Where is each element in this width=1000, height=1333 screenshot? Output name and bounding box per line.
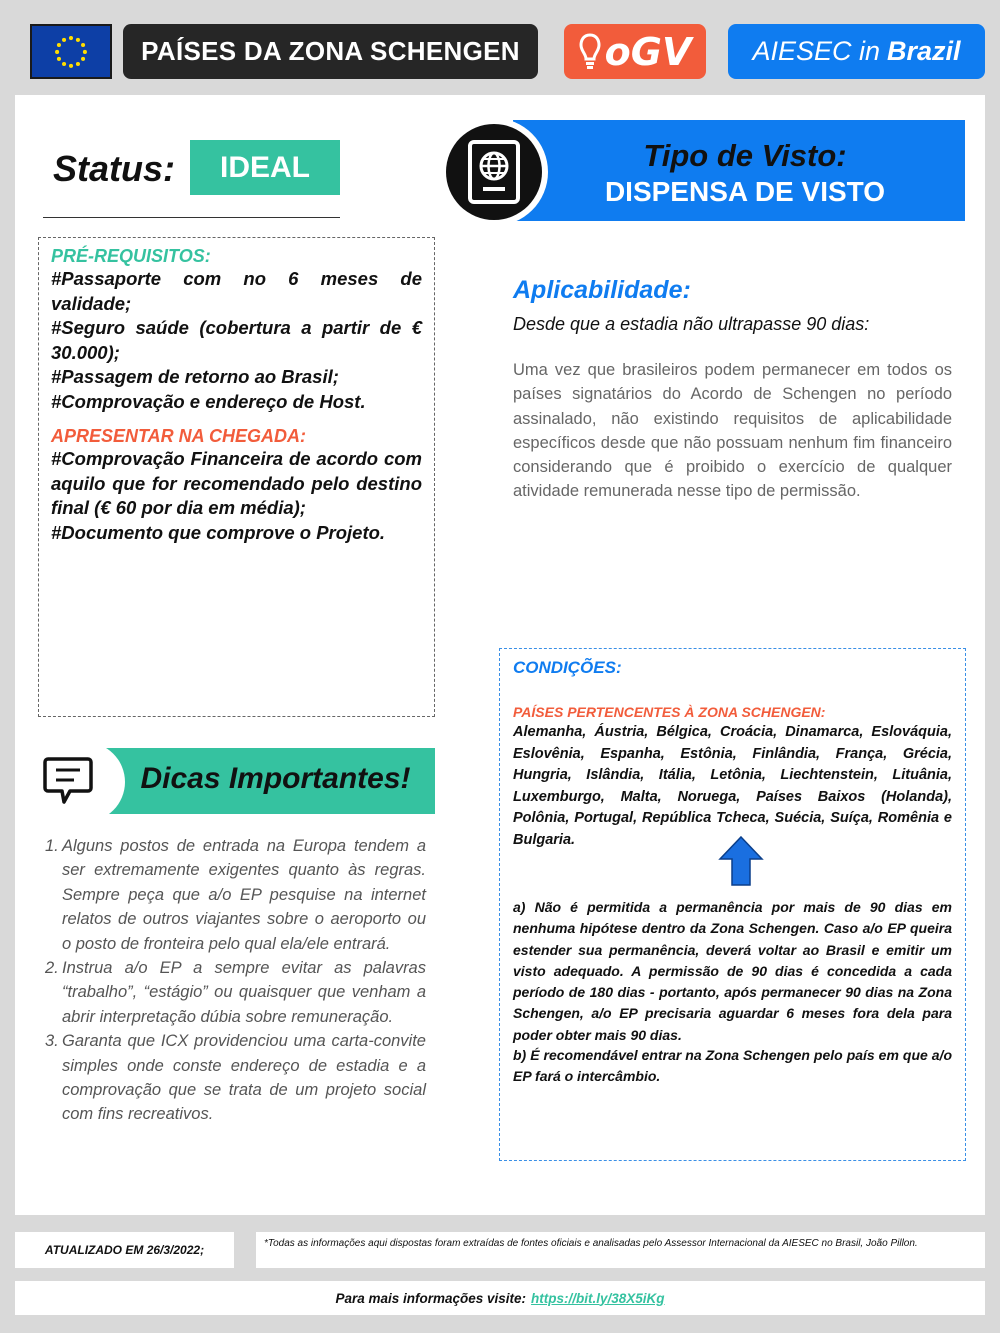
arrival-item: #Comprovação Financeira de acordo com aquilo que for recomendado pelo destino final (€ 60 por dia em média); [51,448,422,518]
tip-text: Alguns postos de entrada na Europa tendem a ser extremamente exigentes quanto às regras. Sempre peça que a/o EP pesquise na internet relatos de outros viajantes sobre o aeroporto ou o posto de fronteira pelo qual ela/ele entrará. [62,837,426,953]
arrival-heading: APRESENTAR NA CHEGADA: [51,426,307,446]
more-info-label: Para mais informações visite: [335,1290,527,1306]
list-item [45,834,426,956]
countries-list: Alemanha, Áustria, Bélgica, Croácia, Dinamarca, Eslováquia, Eslovênia, Espanha, Estônia, Finlândia, França, Grécia, Hungria, Islândia, Itália, Letônia, Liechtenstein, Lituânia, Luxemburgo, Malta, Noruega, Países Baixos (Holanda), Polônia, Portugal, República Tcheca, Suécia, Suíça, Romênia e Bulgaria. [513,724,952,848]
countries-heading: PAÍSES PERTENCENTES À ZONA SCHENGEN: [513,704,826,720]
source-note: *Todas as informações aqui dispostas foram extraídas de fontes oficiais e analisadas pelo Assessor Internacional da AIESEC no Brasil, João Pillon. [256,1232,985,1268]
prereq-item: #Comprovação e endereço de Host. [51,390,366,412]
more-info-bar [15,1281,985,1315]
more-info-link[interactable]: https://bit.ly/38X5iKg [531,1290,665,1306]
status-badge: IDEAL [190,140,340,195]
prereq-item: #Passaporte com no 6 meses de validade; [51,268,422,314]
prerequisites-box [38,237,435,717]
tip-number: 2. [45,959,59,978]
ogv-logo [564,24,706,79]
status-label: Status: [53,148,176,189]
divider [43,217,340,218]
applicability-body: Uma vez que brasileiros podem permanecer em todos os países signatários do Acordo de Schengen no período assinalado, não existindo requisitos de aplicabilidade específicos desde que não possuam nenhum fim financeiro considerando que é proibido o exercício de qualquer atividade remunerada nesse tipo de permissão. [513,361,952,501]
tip-text: Instrua a/o EP a sempre evitar as palavras “trabalho”, “estágio” ou quaisquer que venham a abrir interpretação dúbia sobre remuneração. [62,959,426,1026]
chat-bubble-icon [42,756,94,806]
condition-rule-a: a) Não é permitida a permanência por mais de 90 dias em nenhuma hipótese dentro da Zona Schengen. Caso a/o EP queira estender sua permanência, deverá voltar ao Brasil e emitir um visto adequado. A permissão de 90 dias é concedida a cada período de 180 dias - portanto, após permanecer 90 dias na Zona Schengen, a/o EP precisaria aguardar 6 meses fora dela para poder obter mais 90 dias. [513,899,952,1043]
eu-flag-icon [30,24,112,79]
visa-title: Tipo de Visto: [643,138,847,173]
prereq-heading: PRÉ-REQUISITOS: [51,246,211,266]
aiesec-country: Brazil [887,36,961,66]
applicability-subtitle: Desde que a estadia não ultrapasse 90 dias: [513,314,870,334]
aiesec-logo [728,24,985,79]
list-item [45,956,426,1029]
aiesec-prefix: AIESEC in [752,36,881,66]
list-item [45,1029,426,1127]
tip-number: 3. [45,1032,59,1051]
arrival-item: #Documento que comprove o Projeto. [51,521,386,543]
updated-date: ATUALIZADO EM 26/3/2022; [15,1232,234,1268]
ogv-label: oGV [604,29,692,74]
tip-text: Garanta que ICX providenciou uma carta-convite simples onde conste endereço de estadia e a comprovação que se trata de um projeto social com fins recreativos. [62,1032,426,1124]
lightbulb-icon [579,33,601,71]
condition-rule-b: b) É recomendável entrar na Zona Schengen pelo país em que a/o EP fará o intercâmbio. [513,1047,952,1085]
tip-number: 1. [45,837,59,855]
tips-title: Dicas Importantes! [140,762,411,795]
visa-type: DISPENSA DE VISTO [604,176,886,207]
conditions-heading: CONDIÇÕES: [513,658,622,677]
applicability-title: Aplicabilidade: [513,276,691,304]
prereq-item: #Passagem de retorno ao Brasil; [51,366,339,387]
arrow-up-icon [718,835,764,887]
prereq-item: #Seguro saúde (cobertura a partir de € 30.000); [51,317,422,363]
eu-stars-icon [32,26,110,77]
tips-list [45,834,426,1127]
conditions-box [499,648,966,1161]
page-title: PAÍSES DA ZONA SCHENGEN [123,24,538,79]
